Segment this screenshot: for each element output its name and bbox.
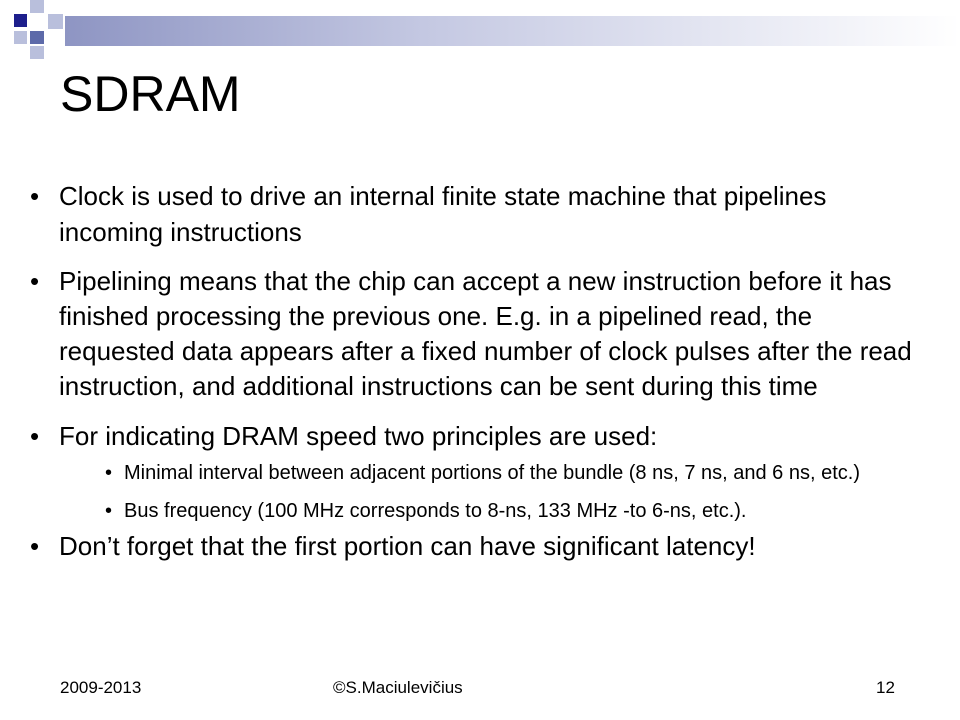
- sub-bullet-item: • Minimal interval between adjacent portions of the bundle (8 ns, 7 ns, and 6 ns, etc.): [30, 460, 930, 486]
- slide-body: [30, 178, 930, 564]
- decor-square-light: [14, 31, 27, 44]
- decor-square-light: [30, 0, 44, 13]
- header-gradient-bar: [65, 16, 960, 46]
- sub-bullet-item: • Bus frequency (100 MHz corresponds to 8-ns, 133 MHz -to 6-ns, etc.).: [30, 498, 930, 524]
- footer-author: ©S.Maciulevičius: [333, 678, 463, 697]
- bullet-item: • Don’t forget that the first portion can have significant latency!: [30, 528, 930, 564]
- decor-square-dark: [14, 14, 27, 27]
- slide-title: SDRAM: [60, 66, 241, 122]
- footer-date: 2009-2013: [60, 678, 142, 697]
- bullet-item: • For indicating DRAM speed two principles are used:: [30, 418, 930, 454]
- footer-page-number: 12: [876, 678, 895, 697]
- bullet-item: • Pipelining means that the chip can accept a new instruction before it has finished processing the previous one. E.g. in a pipelined read, the requested data appears after a fixed number of clock pulses after the read instruction, and additional instructions can be sent during this time: [30, 264, 930, 404]
- decor-square-light: [48, 14, 63, 29]
- decor-square-mid: [30, 31, 44, 44]
- decor-square-light: [30, 46, 44, 59]
- bullet-item: • Clock is used to drive an internal finite state machine that pipelines incoming instructions: [30, 178, 930, 250]
